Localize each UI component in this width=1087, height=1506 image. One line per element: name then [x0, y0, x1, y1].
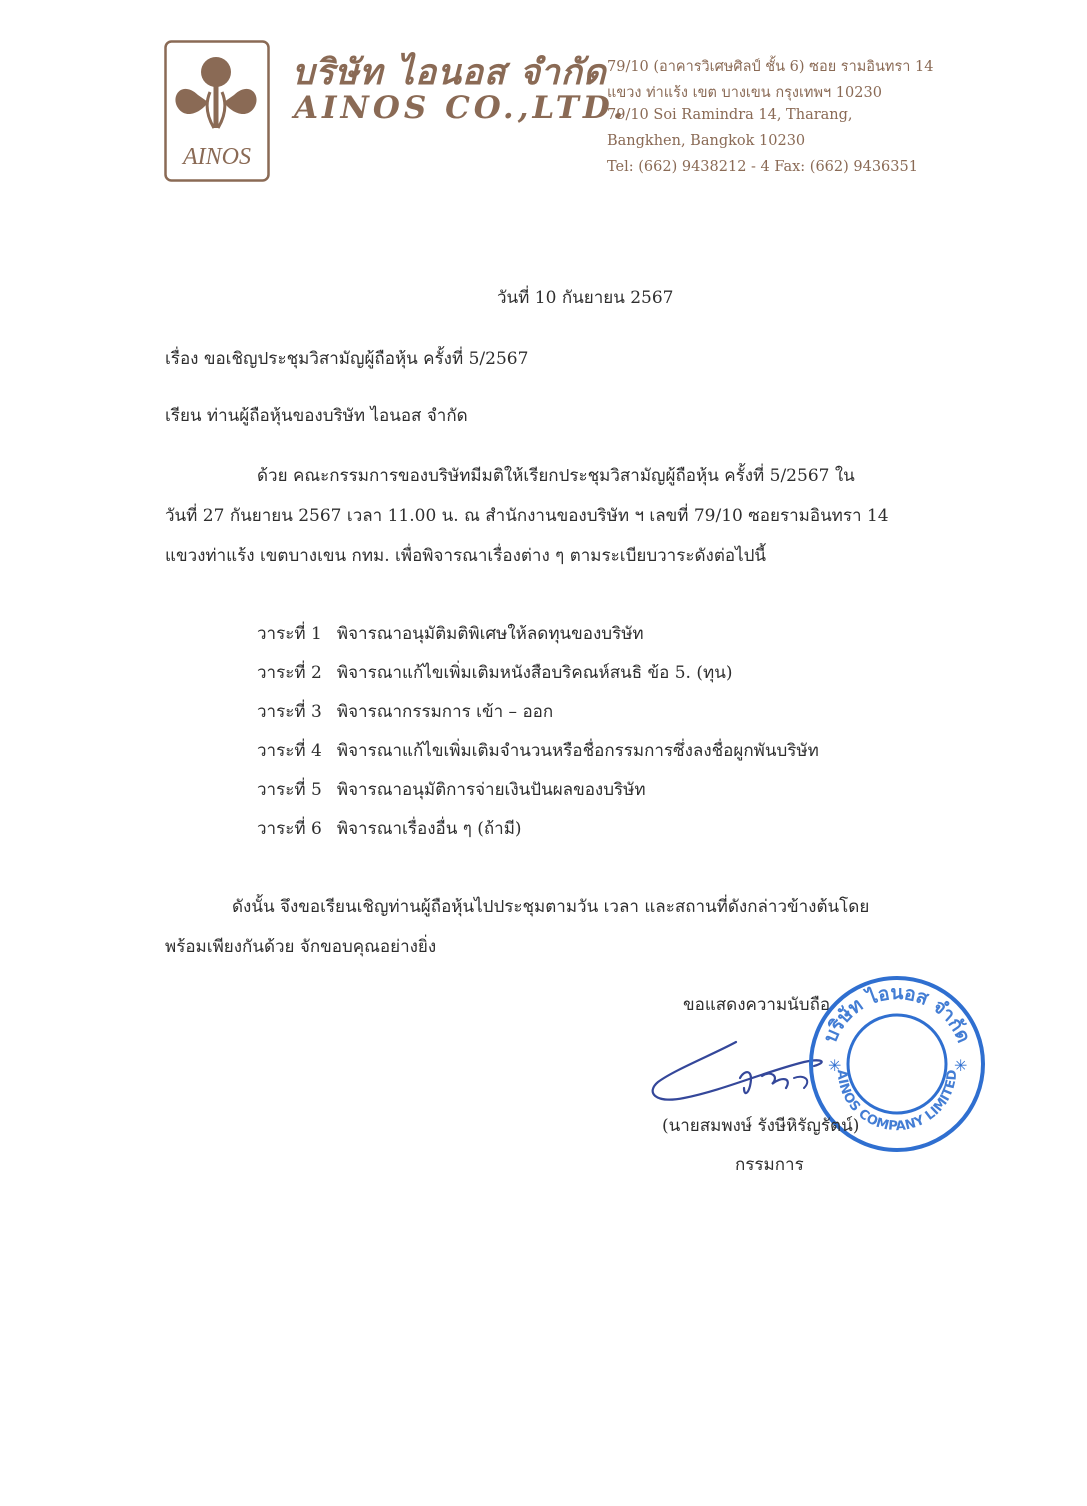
agenda-text: พิจารณากรรมการ เข้า – ออก [336, 702, 554, 722]
agenda-text: พิจารณาอนุมัติการจ่ายเงินปันผลของบริษัท [336, 780, 646, 800]
intro-line-2: วันที่ 27 กันยายน 2567 เวลา 11.00 น. ณ สำนักงานของบริษัท ฯ เลขที่ 79/10 ซอยรามอินทรา 14 [165, 506, 889, 526]
company-name-en: AINOS CO.,LTD. [294, 90, 628, 126]
closing-line-1: ดังนั้น จึงขอเรียนเชิญท่านผู้ถือหุ้นไปประชุมตามวัน เวลา และสถานที่ดังกล่าวข้างต้นโดย [232, 897, 870, 917]
seal-star-icon: ✳ [954, 1056, 968, 1075]
company-logo [164, 40, 270, 182]
agenda-number: วาระที่ 4 [257, 741, 322, 761]
logo-text: AINOS [183, 144, 251, 170]
seal-text-bottom: AINOS COMPANY LIMITED [833, 1069, 961, 1135]
agenda-number: วาระที่ 1 [257, 624, 322, 644]
handwritten-signature [644, 1032, 834, 1110]
regards-text: ขอแสดงความนับถือ [683, 995, 831, 1015]
agenda-item [257, 620, 644, 647]
address-line-2: แขวง ท่าแร้ง เขต บางเขน กรุงเทพฯ 10230 [607, 85, 882, 101]
agenda-text: พิจารณาแก้ไขเพิ่มเติมหนังสือบริคณห์สนธิ ข้อ 5. (ทุน) [336, 663, 733, 683]
agenda-item [257, 776, 646, 803]
agenda-number: วาระที่ 2 [257, 663, 322, 683]
contact-line: Tel: (662) 9438212 - 4 Fax: (662) 9436351 [607, 159, 918, 175]
signer-title: กรรมการ [735, 1155, 804, 1175]
agenda-item [257, 815, 522, 842]
seal-star-icon: ✳ [828, 1056, 842, 1075]
company-name-th: บริษัท ไอนอส จำกัด [292, 52, 607, 93]
intro-line-3: แขวงท่าแร้ง เขตบางเขน กทม. เพื่อพิจารณาเรื่องต่าง ๆ ตามระเบียบวาระดังต่อไปนี้ [165, 546, 767, 566]
intro-line-1: ด้วย คณะกรรมการของบริษัทมีมติให้เรียกประชุมวิสามัญผู้ถือหุ้น ครั้งที่ 5/2567 ใน [257, 466, 855, 486]
agenda-number: วาระที่ 5 [257, 780, 322, 800]
agenda-item [257, 737, 819, 764]
agenda-number: วาระที่ 3 [257, 702, 322, 722]
agenda-item [257, 698, 553, 725]
seal-text-top: บริษัท ไอนอส จำกัด [819, 981, 975, 1046]
agenda-text: พิจารณาอนุมัติมติพิเศษให้ลดทุนของบริษัท [336, 624, 644, 644]
letter-subject: เรื่อง ขอเชิญประชุมวิสามัญผู้ถือหุ้น ครั้งที่ 5/2567 [165, 349, 529, 369]
closing-line-2: พร้อมเพียงกันด้วย จักขอบคุณอย่างยิ่ง [165, 937, 437, 957]
address-line-3: 79/10 Soi Ramindra 14, Tharang, [607, 107, 853, 123]
signer-name: (นายสมพงษ์ รังษีหิรัญรัตน์) [662, 1116, 860, 1136]
address-line-1: 79/10 (อาคารวิเศษศิลป์ ชั้น 6) ซอย รามอินทรา 14 [607, 59, 934, 75]
letter-date: วันที่ 10 กันยายน 2567 [497, 288, 674, 308]
agenda-text: พิจารณาแก้ไขเพิ่มเติมจำนวนหรือชื่อกรรมการซึ่งลงชื่อผูกพันบริษัท [336, 741, 819, 761]
agenda-number: วาระที่ 6 [257, 819, 322, 839]
agenda-text: พิจารณาเรื่องอื่น ๆ (ถ้ามี) [336, 819, 522, 839]
agenda-item [257, 659, 732, 686]
letter-recipient: เรียน ท่านผู้ถือหุ้นของบริษัท ไอนอส จำกัด [165, 406, 468, 426]
address-line-4: Bangkhen, Bangkok 10230 [607, 133, 806, 149]
